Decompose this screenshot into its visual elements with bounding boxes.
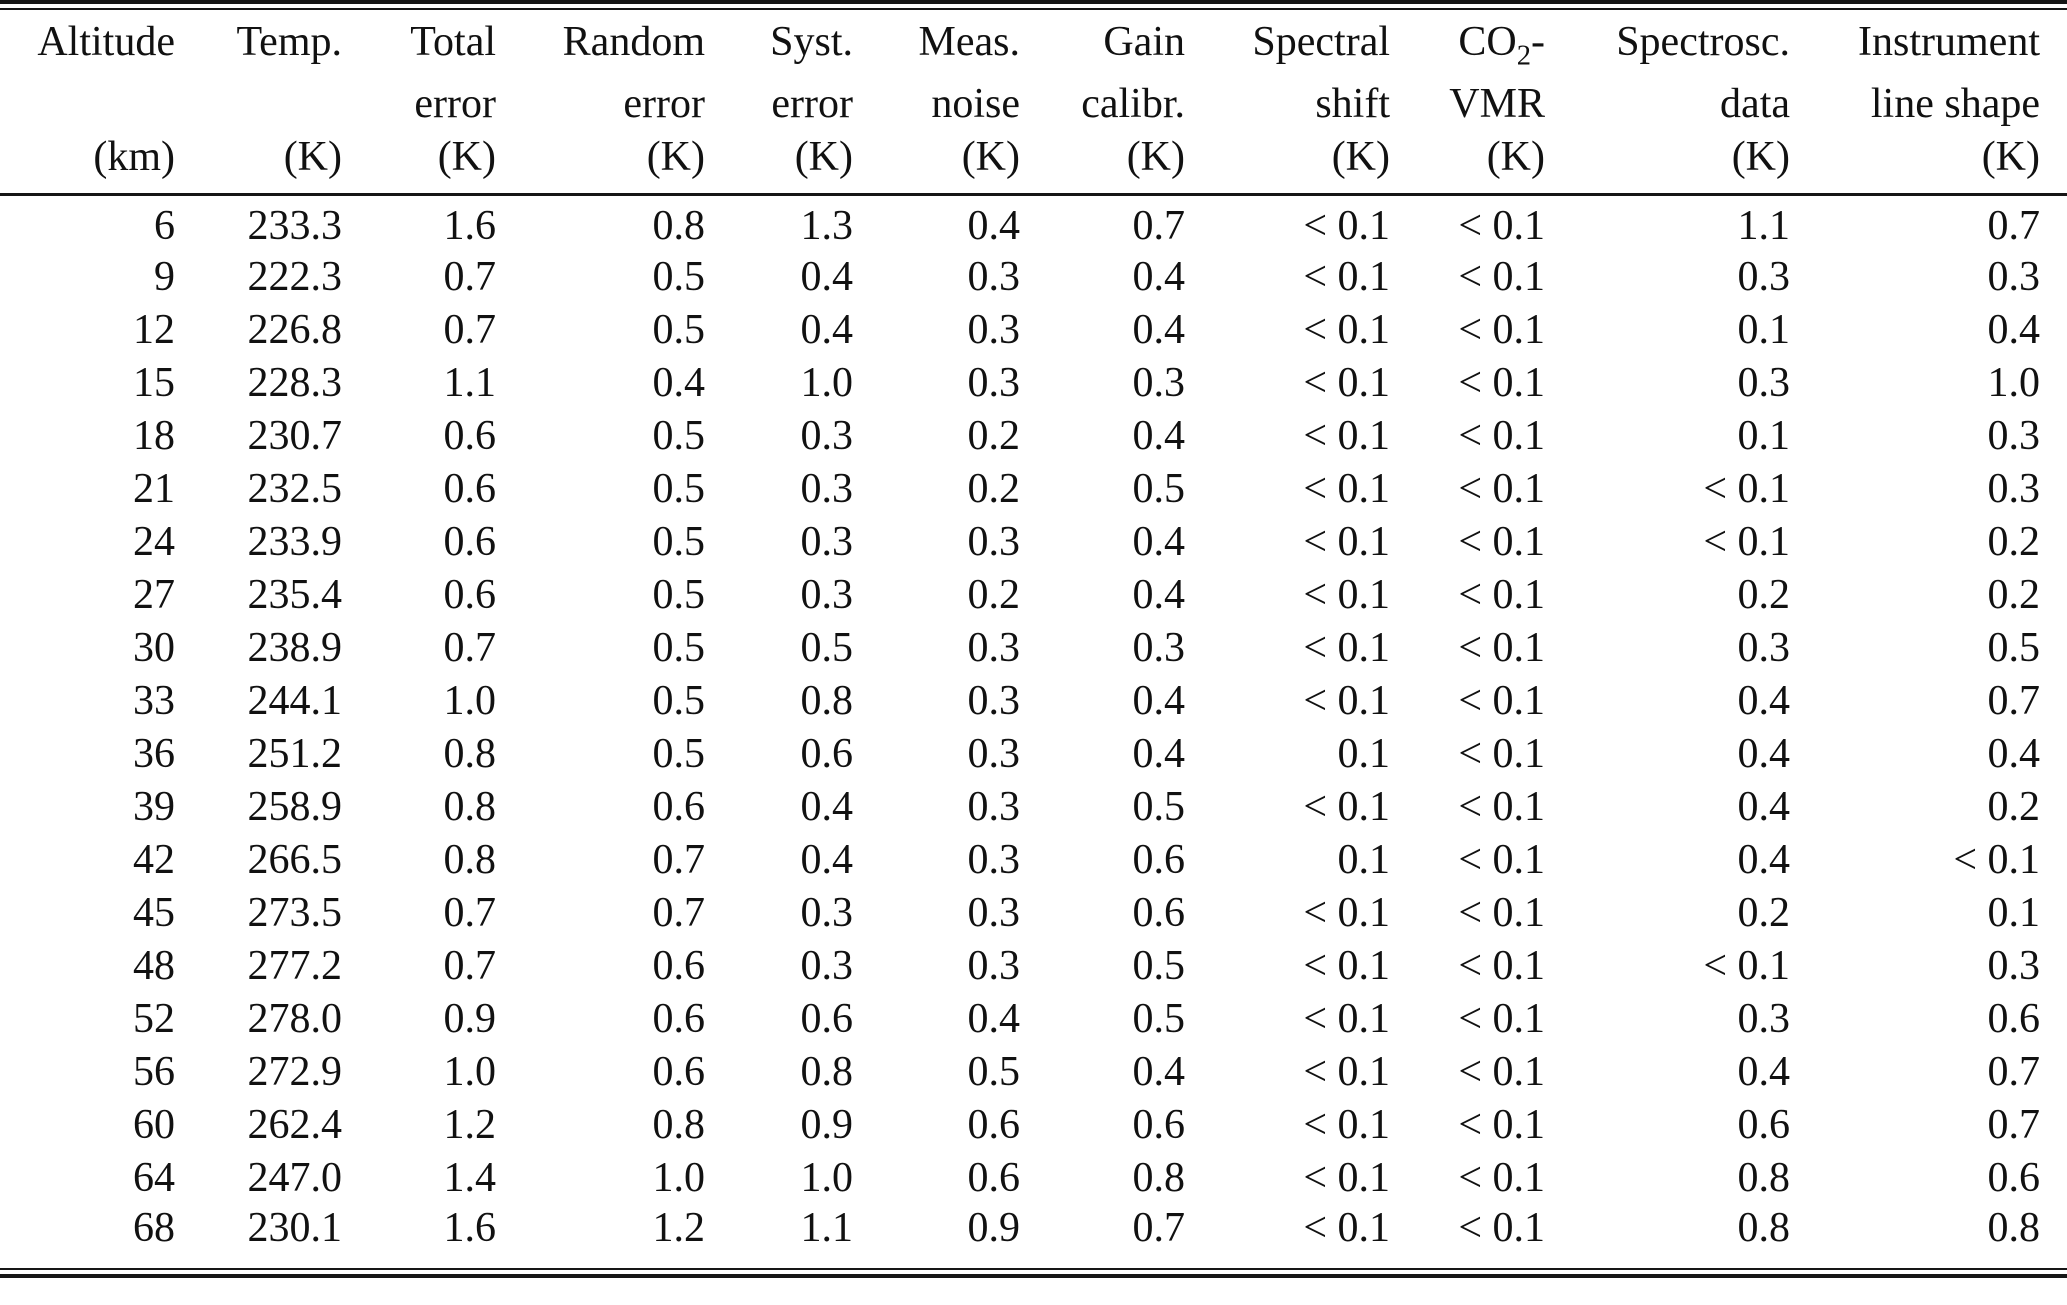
cell-meas-noise: 0.6 [967, 1154, 1020, 1201]
cell-spectral-shift: < 0.1 [1303, 942, 1390, 989]
cell-gain-calibr: 0.4 [1132, 518, 1185, 565]
cell-instrument-line-shape: 0.7 [1987, 1101, 2040, 1148]
cell-co2-vmr: < 0.1 [1458, 359, 1545, 406]
cell-gain-calibr: 0.6 [1132, 1101, 1185, 1148]
cell-random-error: 0.6 [652, 942, 705, 989]
cell-total-error: 0.7 [443, 942, 496, 989]
cell-spectral-shift: < 0.1 [1303, 1101, 1390, 1148]
cell-syst-error: 0.3 [800, 889, 853, 936]
header-spectral-shift-line3: (K) [1331, 134, 1390, 180]
cell-spectral-shift: < 0.1 [1303, 677, 1390, 724]
header-instrument-line-shape-line2: line shape [1870, 80, 2040, 127]
cell-meas-noise: 0.3 [967, 783, 1020, 830]
cell-altitude: 6 [154, 203, 175, 249]
cell-temp: 272.9 [247, 1048, 342, 1095]
cell-spectrosc-data: 0.4 [1737, 836, 1790, 883]
cell-random-error: 1.2 [652, 1205, 705, 1251]
cell-altitude: 42 [133, 836, 175, 883]
cell-syst-error: 0.8 [800, 677, 853, 724]
cell-syst-error: 0.4 [800, 783, 853, 830]
cell-meas-noise: 0.3 [967, 359, 1020, 406]
cell-altitude: 68 [133, 1205, 175, 1251]
cell-temp: 278.0 [247, 995, 342, 1042]
cell-syst-error: 0.3 [800, 412, 853, 459]
table-row [0, 992, 2067, 1045]
cell-altitude: 27 [133, 571, 175, 618]
cell-instrument-line-shape: 0.1 [1987, 889, 2040, 936]
cell-instrument-line-shape: 0.7 [1987, 1048, 2040, 1095]
cell-spectral-shift: < 0.1 [1303, 203, 1390, 249]
header-spectrosc-data-line1: Spectrosc. [1616, 19, 1790, 65]
cell-co2-vmr: < 0.1 [1458, 203, 1545, 249]
table-row [0, 568, 2067, 621]
cell-random-error: 0.4 [652, 359, 705, 406]
cell-instrument-line-shape: 0.3 [1987, 253, 2040, 300]
cell-total-error: 0.8 [443, 730, 496, 777]
cell-instrument-line-shape: 1.0 [1987, 359, 2040, 406]
cell-spectral-shift: < 0.1 [1303, 253, 1390, 300]
cell-gain-calibr: 0.6 [1132, 836, 1185, 883]
cell-meas-noise: 0.3 [967, 836, 1020, 883]
table-row [0, 515, 2067, 568]
cell-altitude: 64 [133, 1154, 175, 1201]
cell-total-error: 0.6 [443, 518, 496, 565]
cell-meas-noise: 0.9 [967, 1205, 1020, 1251]
header-altitude-line3: (km) [93, 134, 175, 180]
cell-spectrosc-data: 0.4 [1737, 677, 1790, 724]
header-row-1 [0, 10, 2067, 74]
cell-total-error: 1.4 [443, 1154, 496, 1201]
temperature-error-budget-table [0, 10, 2067, 1268]
co2-subscript: 2 [1516, 40, 1531, 72]
cell-gain-calibr: 0.4 [1132, 571, 1185, 618]
cell-temp: 235.4 [247, 571, 342, 618]
cell-instrument-line-shape: 0.7 [1987, 677, 2040, 724]
cell-syst-error: 0.3 [800, 571, 853, 618]
header-spectral-shift-line1: Spectral [1252, 19, 1390, 65]
header-co2-vmr-line2: VMR [1449, 80, 1545, 127]
cell-meas-noise: 0.3 [967, 730, 1020, 777]
header-syst-error-line1: Syst. [770, 19, 853, 65]
cell-spectrosc-data: 0.8 [1737, 1205, 1790, 1251]
cell-total-error: 0.8 [443, 836, 496, 883]
cell-random-error: 0.5 [652, 730, 705, 777]
cell-random-error: 0.5 [652, 518, 705, 565]
header-temp-line1: Temp. [236, 19, 342, 65]
cell-instrument-line-shape: 0.4 [1987, 730, 2040, 777]
header-total-error-line3: (K) [437, 134, 496, 180]
header-row-3 [0, 133, 2067, 195]
table-row [0, 250, 2067, 303]
cell-total-error: 1.1 [443, 359, 496, 406]
cell-temp: 230.1 [247, 1205, 342, 1251]
cell-co2-vmr: < 0.1 [1458, 253, 1545, 300]
cell-total-error: 1.6 [443, 1205, 496, 1251]
cell-total-error: 0.6 [443, 412, 496, 459]
cell-temp: 232.5 [247, 465, 342, 512]
cell-spectrosc-data: 0.4 [1737, 783, 1790, 830]
cell-co2-vmr: < 0.1 [1458, 783, 1545, 830]
cell-spectral-shift: < 0.1 [1303, 783, 1390, 830]
cell-total-error: 0.6 [443, 571, 496, 618]
cell-altitude: 33 [133, 677, 175, 724]
header-total-error-line1: Total [410, 19, 496, 65]
header-random-error-line2: error [623, 80, 705, 127]
cell-syst-error: 0.6 [800, 995, 853, 1042]
cell-instrument-line-shape: < 0.1 [1953, 836, 2040, 883]
cell-meas-noise: 0.3 [967, 942, 1020, 989]
cell-random-error: 0.5 [652, 677, 705, 724]
cell-total-error: 0.7 [443, 253, 496, 300]
table-row [0, 1045, 2067, 1098]
cell-co2-vmr: < 0.1 [1458, 1154, 1545, 1201]
cell-altitude: 48 [133, 942, 175, 989]
cell-temp: 222.3 [247, 253, 342, 300]
cell-temp: 230.7 [247, 412, 342, 459]
cell-temp: 266.5 [247, 836, 342, 883]
table-row [0, 195, 2067, 251]
table-row [0, 621, 2067, 674]
cell-gain-calibr: 0.4 [1132, 253, 1185, 300]
cell-temp: 273.5 [247, 889, 342, 936]
header-co2-vmr-line1: $CO_2-$ [1458, 19, 1545, 72]
cell-total-error: 1.0 [443, 677, 496, 724]
table-row [0, 886, 2067, 939]
cell-temp: 251.2 [247, 730, 342, 777]
cell-spectrosc-data: < 0.1 [1703, 465, 1790, 512]
cell-gain-calibr: 0.4 [1132, 1048, 1185, 1095]
cell-meas-noise: 0.6 [967, 1101, 1020, 1148]
cell-gain-calibr: 0.6 [1132, 889, 1185, 936]
cell-spectrosc-data: 0.3 [1737, 995, 1790, 1042]
cell-instrument-line-shape: 0.2 [1987, 571, 2040, 618]
cell-random-error: 0.5 [652, 412, 705, 459]
header-co2-vmr-line3: (K) [1486, 134, 1545, 180]
cell-spectrosc-data: 0.4 [1737, 730, 1790, 777]
cell-instrument-line-shape: 0.6 [1987, 1154, 2040, 1201]
cell-random-error: 1.0 [652, 1154, 705, 1201]
cell-co2-vmr: < 0.1 [1458, 1205, 1545, 1251]
cell-co2-vmr: < 0.1 [1458, 412, 1545, 459]
cell-gain-calibr: 0.8 [1132, 1154, 1185, 1201]
header-random-error-line3: (K) [646, 134, 705, 180]
cell-temp: 226.8 [247, 306, 342, 353]
cell-meas-noise: 0.2 [967, 412, 1020, 459]
cell-spectral-shift: < 0.1 [1303, 624, 1390, 671]
cell-gain-calibr: 0.4 [1132, 306, 1185, 353]
cell-temp: 277.2 [247, 942, 342, 989]
cell-syst-error: 0.4 [800, 836, 853, 883]
table-row [0, 1204, 2067, 1268]
table-row [0, 409, 2067, 462]
cell-spectrosc-data: 0.1 [1737, 306, 1790, 353]
cell-instrument-line-shape: 0.3 [1987, 412, 2040, 459]
cell-temp: 233.3 [247, 203, 342, 249]
cell-spectral-shift: < 0.1 [1303, 1048, 1390, 1095]
cell-random-error: 0.5 [652, 253, 705, 300]
cell-gain-calibr: 0.7 [1132, 203, 1185, 249]
cell-random-error: 0.5 [652, 571, 705, 618]
header-meas-noise-line3: (K) [961, 134, 1020, 180]
table-header [0, 10, 2067, 195]
cell-total-error: 0.7 [443, 306, 496, 353]
cell-gain-calibr: 0.5 [1132, 942, 1185, 989]
header-random-error-line1: Random [562, 19, 705, 65]
cell-total-error: 0.7 [443, 624, 496, 671]
cell-co2-vmr: < 0.1 [1458, 889, 1545, 936]
cell-co2-vmr: < 0.1 [1458, 730, 1545, 777]
cell-altitude: 15 [133, 359, 175, 406]
cell-spectral-shift: < 0.1 [1303, 465, 1390, 512]
header-spectrosc-data-line2: data [1720, 80, 1790, 127]
cell-total-error: 0.6 [443, 465, 496, 512]
cell-instrument-line-shape: 0.5 [1987, 624, 2040, 671]
cell-random-error: 0.6 [652, 783, 705, 830]
cell-meas-noise: 0.3 [967, 253, 1020, 300]
cell-spectrosc-data: 0.2 [1737, 889, 1790, 936]
cell-temp: 247.0 [247, 1154, 342, 1201]
table-row [0, 462, 2067, 515]
cell-random-error: 0.6 [652, 1048, 705, 1095]
cell-gain-calibr: 0.4 [1132, 677, 1185, 724]
cell-co2-vmr: < 0.1 [1458, 624, 1545, 671]
cell-temp: 238.9 [247, 624, 342, 671]
cell-gain-calibr: 0.5 [1132, 783, 1185, 830]
cell-syst-error: 1.1 [800, 1205, 853, 1251]
cell-co2-vmr: < 0.1 [1458, 1101, 1545, 1148]
cell-total-error: 0.9 [443, 995, 496, 1042]
cell-total-error: 1.2 [443, 1101, 496, 1148]
table-row [0, 780, 2067, 833]
cell-gain-calibr: 0.3 [1132, 359, 1185, 406]
cell-gain-calibr: 0.4 [1132, 730, 1185, 777]
cell-spectral-shift: < 0.1 [1303, 359, 1390, 406]
table-top-rule-thick [0, 0, 2067, 4]
cell-temp: 233.9 [247, 518, 342, 565]
header-spectral-shift-line2: shift [1315, 80, 1390, 127]
header-gain-calibr-line1: Gain [1103, 19, 1185, 65]
cell-co2-vmr: < 0.1 [1458, 995, 1545, 1042]
table-row [0, 833, 2067, 886]
table-row [0, 674, 2067, 727]
cell-altitude: 24 [133, 518, 175, 565]
cell-co2-vmr: < 0.1 [1458, 306, 1545, 353]
cell-instrument-line-shape: 0.2 [1987, 518, 2040, 565]
header-instrument-line-shape-line1: Instrument [1858, 19, 2040, 65]
cell-altitude: 18 [133, 412, 175, 459]
cell-spectral-shift: 0.1 [1337, 730, 1390, 777]
cell-meas-noise: 0.4 [967, 203, 1020, 249]
header-altitude-line1: Altitude [37, 19, 175, 65]
table-row [0, 1151, 2067, 1204]
cell-altitude: 45 [133, 889, 175, 936]
cell-random-error: 0.5 [652, 306, 705, 353]
cell-altitude: 39 [133, 783, 175, 830]
cell-temp: 262.4 [247, 1101, 342, 1148]
cell-meas-noise: 0.5 [967, 1048, 1020, 1095]
cell-spectrosc-data: < 0.1 [1703, 518, 1790, 565]
cell-random-error: 0.5 [652, 624, 705, 671]
cell-instrument-line-shape: 0.4 [1987, 306, 2040, 353]
cell-syst-error: 0.5 [800, 624, 853, 671]
cell-random-error: 0.8 [652, 203, 705, 249]
cell-spectrosc-data: 0.4 [1737, 1048, 1790, 1095]
cell-meas-noise: 0.3 [967, 677, 1020, 724]
cell-gain-calibr: 0.5 [1132, 995, 1185, 1042]
cell-spectrosc-data: 0.3 [1737, 624, 1790, 671]
cell-gain-calibr: 0.7 [1132, 1205, 1185, 1251]
cell-meas-noise: 0.3 [967, 518, 1020, 565]
cell-total-error: 0.7 [443, 889, 496, 936]
cell-altitude: 60 [133, 1101, 175, 1148]
cell-random-error: 0.8 [652, 1101, 705, 1148]
cell-instrument-line-shape: 0.7 [1987, 203, 2040, 249]
cell-syst-error: 0.9 [800, 1101, 853, 1148]
cell-altitude: 12 [133, 306, 175, 353]
cell-meas-noise: 0.3 [967, 624, 1020, 671]
cell-co2-vmr: < 0.1 [1458, 677, 1545, 724]
cell-syst-error: 0.3 [800, 942, 853, 989]
table-body [0, 195, 2067, 1269]
header-gain-calibr-line3: (K) [1126, 134, 1185, 180]
cell-spectral-shift: < 0.1 [1303, 571, 1390, 618]
cell-gain-calibr: 0.5 [1132, 465, 1185, 512]
cell-temp: 228.3 [247, 359, 342, 406]
header-meas-noise-line1: Meas. [918, 19, 1020, 65]
cell-temp: 244.1 [247, 677, 342, 724]
cell-syst-error: 1.0 [800, 359, 853, 406]
cell-syst-error: 0.3 [800, 518, 853, 565]
cell-spectral-shift: < 0.1 [1303, 518, 1390, 565]
cell-spectrosc-data: 1.1 [1737, 203, 1790, 249]
cell-spectral-shift: < 0.1 [1303, 1205, 1390, 1251]
cell-spectrosc-data: 0.3 [1737, 359, 1790, 406]
cell-random-error: 0.5 [652, 465, 705, 512]
cell-spectrosc-data: 0.8 [1737, 1154, 1790, 1201]
cell-instrument-line-shape: 0.3 [1987, 465, 2040, 512]
table-row [0, 727, 2067, 780]
cell-spectral-shift: 0.1 [1337, 836, 1390, 883]
cell-syst-error: 0.6 [800, 730, 853, 777]
cell-total-error: 1.0 [443, 1048, 496, 1095]
cell-syst-error: 0.4 [800, 306, 853, 353]
cell-temp: 258.9 [247, 783, 342, 830]
header-spectrosc-data-line3: (K) [1731, 134, 1790, 180]
table-row [0, 939, 2067, 992]
cell-instrument-line-shape: 0.2 [1987, 783, 2040, 830]
header-syst-error-line2: error [771, 80, 853, 127]
cell-instrument-line-shape: 0.6 [1987, 995, 2040, 1042]
header-temp-line2 [175, 74, 342, 133]
header-instrument-line-shape-line3: (K) [1981, 134, 2040, 180]
cell-spectral-shift: < 0.1 [1303, 889, 1390, 936]
cell-random-error: 0.7 [652, 889, 705, 936]
cell-co2-vmr: < 0.1 [1458, 465, 1545, 512]
cell-altitude: 56 [133, 1048, 175, 1095]
cell-syst-error: 0.4 [800, 253, 853, 300]
cell-spectrosc-data: 0.2 [1737, 571, 1790, 618]
header-total-error-line2: error [414, 80, 496, 127]
cell-meas-noise: 0.2 [967, 465, 1020, 512]
cell-meas-noise: 0.2 [967, 571, 1020, 618]
table-row [0, 303, 2067, 356]
header-meas-noise-line2: noise [931, 80, 1020, 127]
cell-spectrosc-data: 0.3 [1737, 253, 1790, 300]
cell-altitude: 9 [154, 253, 175, 300]
cell-altitude: 36 [133, 730, 175, 777]
cell-syst-error: 0.8 [800, 1048, 853, 1095]
header-temp-line3: (K) [283, 134, 342, 180]
cell-meas-noise: 0.3 [967, 889, 1020, 936]
header-row-2 [0, 74, 2067, 133]
cell-co2-vmr: < 0.1 [1458, 942, 1545, 989]
header-altitude-line2 [0, 74, 175, 133]
cell-spectrosc-data: < 0.1 [1703, 942, 1790, 989]
cell-syst-error: 1.0 [800, 1154, 853, 1201]
cell-spectral-shift: < 0.1 [1303, 412, 1390, 459]
table-bottom-rule-thick [0, 1274, 2067, 1278]
cell-syst-error: 1.3 [800, 203, 853, 249]
table-bottom-rule-thin [0, 1268, 2067, 1270]
table-row [0, 1098, 2067, 1151]
cell-syst-error: 0.3 [800, 465, 853, 512]
cell-spectrosc-data: 0.6 [1737, 1101, 1790, 1148]
header-gain-calibr-line2: calibr. [1081, 80, 1185, 127]
cell-co2-vmr: < 0.1 [1458, 1048, 1545, 1095]
cell-gain-calibr: 0.4 [1132, 412, 1185, 459]
header-syst-error-line3: (K) [794, 134, 853, 180]
cell-total-error: 1.6 [443, 203, 496, 249]
cell-meas-noise: 0.3 [967, 306, 1020, 353]
cell-spectral-shift: < 0.1 [1303, 306, 1390, 353]
cell-meas-noise: 0.4 [967, 995, 1020, 1042]
cell-altitude: 30 [133, 624, 175, 671]
cell-altitude: 21 [133, 465, 175, 512]
cell-total-error: 0.8 [443, 783, 496, 830]
cell-co2-vmr: < 0.1 [1458, 571, 1545, 618]
cell-co2-vmr: < 0.1 [1458, 518, 1545, 565]
cell-random-error: 0.7 [652, 836, 705, 883]
cell-spectrosc-data: 0.1 [1737, 412, 1790, 459]
cell-spectral-shift: < 0.1 [1303, 995, 1390, 1042]
cell-altitude: 52 [133, 995, 175, 1042]
cell-instrument-line-shape: 0.8 [1987, 1205, 2040, 1251]
cell-co2-vmr: < 0.1 [1458, 836, 1545, 883]
table-row [0, 356, 2067, 409]
cell-random-error: 0.6 [652, 995, 705, 1042]
cell-instrument-line-shape: 0.3 [1987, 942, 2040, 989]
cell-gain-calibr: 0.3 [1132, 624, 1185, 671]
cell-spectral-shift: < 0.1 [1303, 1154, 1390, 1201]
